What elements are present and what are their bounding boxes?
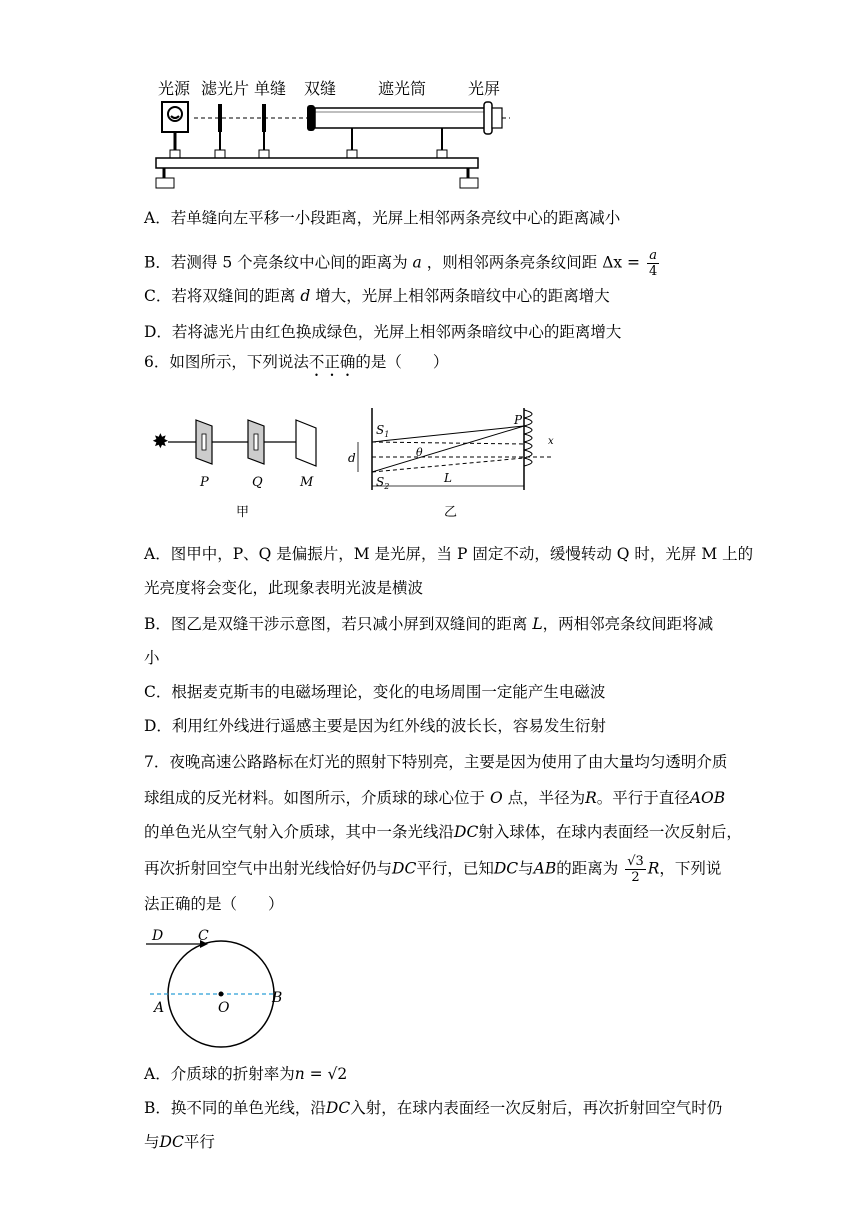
caption-yi: 乙 (444, 505, 458, 520)
shade-tube (315, 108, 485, 128)
screen-m (296, 420, 316, 466)
svg-text:O: O (218, 1000, 230, 1016)
light-source-star-icon: ✸ (152, 429, 169, 453)
svg-text:P: P (200, 475, 209, 490)
screen (484, 102, 492, 134)
svg-text:S2: $S_2$ (376, 475, 390, 491)
caption-jia: 甲 (236, 505, 250, 520)
q7-stem-line3: 的单色光从空气射入介质球，其中一条光线沿DC射入球体，在球内表面经一次反射后， (144, 823, 742, 841)
center-dot (219, 992, 224, 997)
svg-text:B: B (272, 990, 283, 1006)
svg-text:S1: $S_1$ (376, 423, 390, 439)
q7-stem-line1: 7．夜晚高速公路路标在灯光的照射下特别亮，主要是因为使用了由大量均匀透明介质 (144, 753, 728, 771)
q7-stem-line2: 球组成的反光材料。如图所示，介质球的球心位于 O 点，半径为R。平行于直径AOB (144, 789, 726, 807)
q6-option-b-line2: 小 (144, 649, 160, 667)
svg-text:x: x (548, 436, 554, 447)
fraction-sqrt3-over-2: $\frac{√3}{2}$ (627, 854, 644, 885)
q6-stem: 6．如图所示，下列说法不正确的是（ ） (144, 353, 449, 371)
svg-text:P: P (514, 413, 523, 427)
svg-text:A: A (154, 1000, 165, 1016)
q5-option-d: D．若将滤光片由红色换成绿色，光屏上相邻两条暗纹中心的距离增大 (144, 323, 622, 341)
label-filter: 滤光片 (201, 79, 250, 98)
optical-bench (156, 158, 478, 168)
fringe-pattern (524, 410, 532, 466)
double-slit-apparatus-figure (150, 72, 520, 196)
label-screen: 光屏 (468, 79, 501, 98)
q7-stem-line5: 法正确的是（ ） (144, 895, 284, 913)
svg-text:C: C (198, 928, 209, 944)
label-double-slit: 双缝 (304, 79, 337, 98)
svg-text:L: L (444, 471, 452, 485)
sphere-figure (146, 924, 292, 1058)
double-slit-figure-yi (344, 404, 568, 520)
q7-stem-line4: 再次折射回空气中出射光线恰好仍与DC平行，已知DC与AB的距离为 $\frac{√3}{2}$ R，下列说 (144, 854, 722, 885)
svg-text:M: M (300, 475, 314, 490)
svg-text:d: d (348, 451, 356, 465)
q6-option-c: C．根据麦克斯韦的电磁场理论，变化的电场周围一定能产生电磁波 (144, 683, 606, 701)
q6-option-d: D．利用红外线进行遥感主要是因为红外线的波长长，容易发生衍射 (144, 717, 606, 735)
q6-option-a-line1: A．图甲中，P、Q 是偏振片，M 是光屏，当 P 固定不动，缓慢转动 Q 时，光屏 M 上的 (144, 545, 754, 563)
q7-option-b-line1: B．换不同的单色光线，沿DC入射，在球内表面经一次反射后，再次折射回空气时仍 (144, 1099, 723, 1117)
svg-text:D: D (152, 928, 164, 944)
q6-option-a-line2: 光亮度将会变化，此现象表明光波是横波 (144, 579, 424, 597)
svg-text:Q: Q (252, 475, 263, 490)
q5-option-b: B．若测得 5 个亮条纹中心间的距离为 a ，则相邻两条亮条纹间距 Δx = $\frac{a}{4}$ (144, 248, 658, 279)
emphasis-not-correct: 不正确 (308, 353, 356, 371)
svg-text:θ: θ (416, 446, 423, 459)
q6-option-b-line1: B．图乙是双缝干涉示意图，若只减小屏到双缝间的距离 L，两相邻亮条纹间距将减 (144, 615, 714, 633)
label-light-source: 光源 (158, 79, 191, 98)
double-slit (307, 105, 315, 131)
q5-option-a: A．若单缝向左平移一小段距离，光屏上相邻两条亮纹中心的距离减小 (144, 209, 621, 227)
polarizer-figure-jia (150, 410, 340, 520)
label-single-slit: 单缝 (254, 79, 287, 98)
label-shade-tube: 遮光筒 (378, 79, 427, 98)
q7-option-b-line2: 与DC平行 (144, 1133, 215, 1151)
q5-option-c: C．若将双缝间的距离 d 增大，光屏上相邻两条暗纹中心的距离增大 (144, 287, 610, 305)
q7-option-a: A．介质球的折射率为n = √2 (144, 1065, 348, 1083)
fraction-a-over-4: $\frac{a}{4}$ (648, 248, 658, 279)
